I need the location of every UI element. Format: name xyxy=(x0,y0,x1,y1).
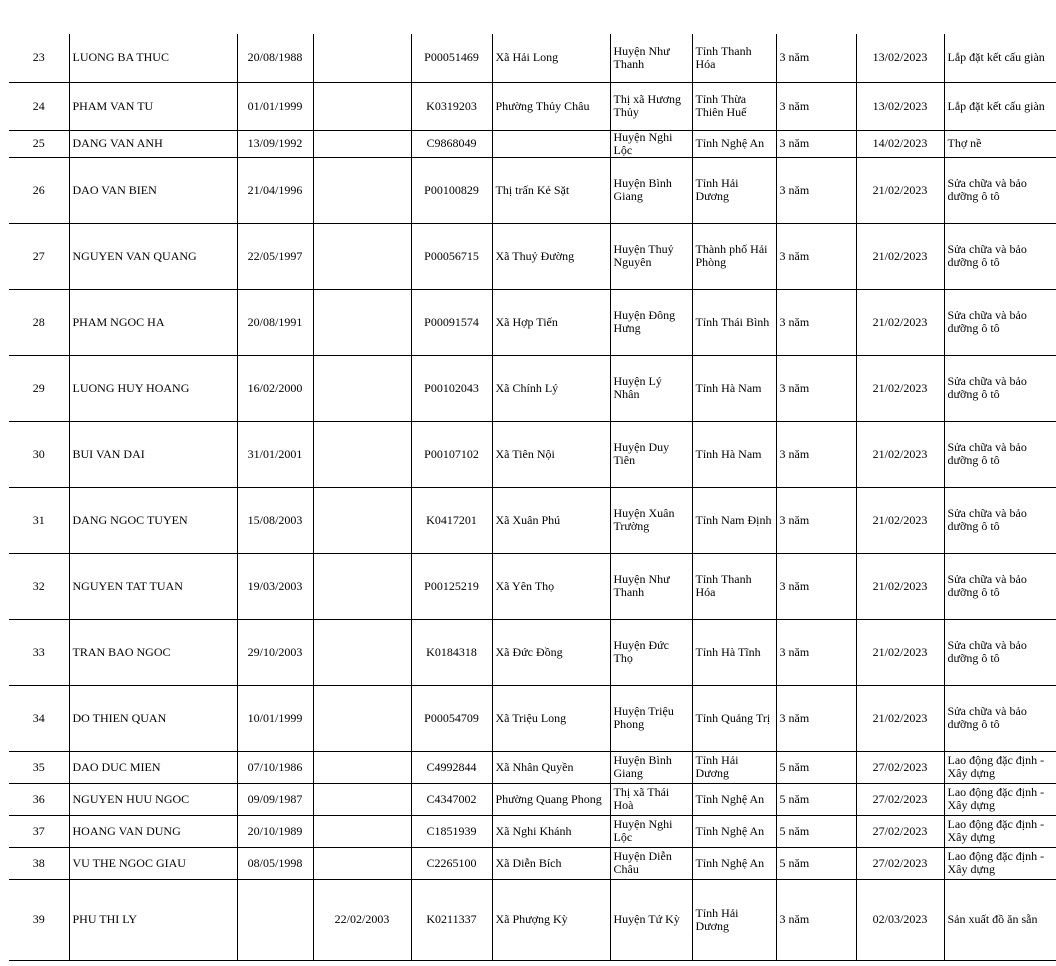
cell-name: DAO VAN BIEN xyxy=(69,157,237,223)
cell-dob-female xyxy=(313,815,411,847)
cell-province: Tỉnh Thái Bình xyxy=(692,289,776,355)
cell-commune: Xã Diễn Bích xyxy=(492,847,610,879)
cell-name: TRAN BAO NGOC xyxy=(69,619,237,685)
cell-province: Tỉnh Hà Tĩnh xyxy=(692,619,776,685)
cell-commune: Xã Tiên Nội xyxy=(492,421,610,487)
cell-province: Tỉnh Nam Định xyxy=(692,487,776,553)
table-row xyxy=(9,355,1056,421)
cell-job: Lao động đặc định - Xây dựng xyxy=(944,847,1056,879)
cell-passport: P00107102 xyxy=(411,421,492,487)
cell-job: Lao động đặc định - Xây dựng xyxy=(944,815,1056,847)
cell-name: LUONG BA THUC xyxy=(69,34,237,82)
cell-term: 5 năm xyxy=(776,815,856,847)
cell-district: Thị xã Thái Hoà xyxy=(610,783,692,815)
table-row xyxy=(9,783,1056,815)
cell-commune: Xã Chính Lý xyxy=(492,355,610,421)
cell-commune: Xã Nhân Quyền xyxy=(492,751,610,783)
cell-date: 21/02/2023 xyxy=(856,157,944,223)
cell-district: Huyện Diễn Châu xyxy=(610,847,692,879)
table-row xyxy=(9,847,1056,879)
table-row xyxy=(9,82,1056,130)
cell-term: 3 năm xyxy=(776,487,856,553)
cell-dob-female xyxy=(313,82,411,130)
cell-term: 3 năm xyxy=(776,34,856,82)
cell-dob-male: 20/08/1991 xyxy=(237,289,313,355)
cell-date: 27/02/2023 xyxy=(856,815,944,847)
cell-passport: P00091574 xyxy=(411,289,492,355)
table-row xyxy=(9,553,1056,619)
cell-commune: Xã Nghi Khánh xyxy=(492,815,610,847)
cell-dob-female: 22/02/2003 xyxy=(313,879,411,960)
cell-dob-female xyxy=(313,355,411,421)
cell-passport: C4347002 xyxy=(411,783,492,815)
cell-commune: Xã Hải Long xyxy=(492,34,610,82)
cell-job: Lao động đặc định - Xây dựng xyxy=(944,783,1056,815)
cell-passport: P00051469 xyxy=(411,34,492,82)
cell-name: DO THIEN QUAN xyxy=(69,685,237,751)
cell-stt: 29 xyxy=(9,355,69,421)
cell-stt: 28 xyxy=(9,289,69,355)
cell-stt: 33 xyxy=(9,619,69,685)
cell-province: Tỉnh Hải Dương xyxy=(692,879,776,960)
cell-name: PHAM NGOC HA xyxy=(69,289,237,355)
cell-district: Huyện Duy Tiên xyxy=(610,421,692,487)
cell-stt: 24 xyxy=(9,82,69,130)
cell-dob-male: 31/01/2001 xyxy=(237,421,313,487)
cell-term: 3 năm xyxy=(776,553,856,619)
cell-name: PHU THI LY xyxy=(69,879,237,960)
cell-passport: C9868049 xyxy=(411,130,492,157)
cell-job: Lao động đặc định - Xây dựng xyxy=(944,751,1056,783)
cell-date: 21/02/2023 xyxy=(856,553,944,619)
cell-stt: 36 xyxy=(9,783,69,815)
cell-date: 21/02/2023 xyxy=(856,619,944,685)
cell-job: Sửa chữa và bảo dưỡng ô tô xyxy=(944,619,1056,685)
cell-job: Sửa chữa và bảo dưỡng ô tô xyxy=(944,223,1056,289)
cell-commune: Thị trấn Kẻ Sặt xyxy=(492,157,610,223)
cell-district: Huyện Đức Thọ xyxy=(610,619,692,685)
table-row xyxy=(9,421,1056,487)
cell-province: Tỉnh Hà Nam xyxy=(692,355,776,421)
cell-term: 5 năm xyxy=(776,847,856,879)
cell-passport: K0319203 xyxy=(411,82,492,130)
cell-date: 14/02/2023 xyxy=(856,130,944,157)
cell-date: 21/02/2023 xyxy=(856,685,944,751)
cell-dob-male: 29/10/2003 xyxy=(237,619,313,685)
table-row xyxy=(9,157,1056,223)
cell-district: Thị xã Hương Thủy xyxy=(610,82,692,130)
cell-job: Sửa chữa và bảo dưỡng ô tô xyxy=(944,355,1056,421)
table-row xyxy=(9,487,1056,553)
cell-dob-female xyxy=(313,847,411,879)
cell-dob-male: 07/10/1986 xyxy=(237,751,313,783)
cell-name: HOANG VAN DUNG xyxy=(69,815,237,847)
cell-dob-male: 01/01/1999 xyxy=(237,82,313,130)
cell-term: 3 năm xyxy=(776,421,856,487)
cell-job: Sửa chữa và bảo dưỡng ô tô xyxy=(944,487,1056,553)
cell-dob-male: 20/08/1988 xyxy=(237,34,313,82)
cell-job: Sửa chữa và bảo dưỡng ô tô xyxy=(944,553,1056,619)
cell-province: Tỉnh Nghệ An xyxy=(692,847,776,879)
cell-job: Sửa chữa và bảo dưỡng ô tô xyxy=(944,157,1056,223)
table-row xyxy=(9,685,1056,751)
table-row xyxy=(9,289,1056,355)
cell-district: Huyện Nghi Lộc xyxy=(610,130,692,157)
cell-term: 3 năm xyxy=(776,355,856,421)
cell-dob-male: 15/08/2003 xyxy=(237,487,313,553)
table-row xyxy=(9,751,1056,783)
cell-province: Thành phố Hải Phòng xyxy=(692,223,776,289)
cell-stt: 25 xyxy=(9,130,69,157)
cell-district: Huyện Nghi Lộc xyxy=(610,815,692,847)
cell-dob-female xyxy=(313,685,411,751)
cell-passport: P00125219 xyxy=(411,553,492,619)
cell-district: Huyện Bình Giang xyxy=(610,157,692,223)
worker-list-table xyxy=(9,34,1056,961)
cell-job: Sửa chữa và bảo dưỡng ô tô xyxy=(944,421,1056,487)
table-row xyxy=(9,815,1056,847)
cell-district: Huyện Thuỷ Nguyên xyxy=(610,223,692,289)
cell-dob-male: 10/01/1999 xyxy=(237,685,313,751)
cell-passport: K0211337 xyxy=(411,879,492,960)
cell-term: 3 năm xyxy=(776,289,856,355)
cell-province: Tỉnh Thanh Hóa xyxy=(692,553,776,619)
cell-date: 27/02/2023 xyxy=(856,847,944,879)
cell-dob-female xyxy=(313,553,411,619)
cell-job: Thợ nề xyxy=(944,130,1056,157)
cell-passport: K0417201 xyxy=(411,487,492,553)
cell-province: Tỉnh Quảng Trị xyxy=(692,685,776,751)
table-row xyxy=(9,879,1056,960)
cell-province: Tỉnh Thanh Hóa xyxy=(692,34,776,82)
table-row xyxy=(9,130,1056,157)
cell-stt: 35 xyxy=(9,751,69,783)
cell-name: NGUYEN HUU NGOC xyxy=(69,783,237,815)
cell-commune: Xã Xuân Phú xyxy=(492,487,610,553)
cell-province: Tỉnh Nghệ An xyxy=(692,815,776,847)
cell-job: Lắp đặt kết cấu giàn xyxy=(944,34,1056,82)
cell-term: 3 năm xyxy=(776,619,856,685)
cell-commune: Xã Đức Đồng xyxy=(492,619,610,685)
table-row xyxy=(9,223,1056,289)
cell-dob-female xyxy=(313,289,411,355)
cell-commune: Xã Triệu Long xyxy=(492,685,610,751)
cell-job: Sửa chữa và bảo dưỡng ô tô xyxy=(944,289,1056,355)
cell-date: 13/02/2023 xyxy=(856,34,944,82)
cell-commune: Xã Hợp Tiến xyxy=(492,289,610,355)
cell-stt: 32 xyxy=(9,553,69,619)
cell-dob-male: 19/03/2003 xyxy=(237,553,313,619)
cell-district: Huyện Xuân Trường xyxy=(610,487,692,553)
cell-term: 3 năm xyxy=(776,157,856,223)
cell-term: 3 năm xyxy=(776,685,856,751)
cell-province: Tỉnh Nghệ An xyxy=(692,130,776,157)
cell-name: LUONG HUY HOANG xyxy=(69,355,237,421)
cell-commune: Phường Quang Phong xyxy=(492,783,610,815)
cell-dob-female xyxy=(313,34,411,82)
cell-dob-female xyxy=(313,751,411,783)
cell-stt: 26 xyxy=(9,157,69,223)
cell-dob-male: 20/10/1989 xyxy=(237,815,313,847)
cell-stt: 39 xyxy=(9,879,69,960)
cell-stt: 31 xyxy=(9,487,69,553)
cell-dob-female xyxy=(313,783,411,815)
table-row xyxy=(9,34,1056,82)
cell-dob-male: 21/04/1996 xyxy=(237,157,313,223)
cell-name: NGUYEN VAN QUANG xyxy=(69,223,237,289)
cell-district: Huyện Lý Nhân xyxy=(610,355,692,421)
cell-name: DAO DUC MIEN xyxy=(69,751,237,783)
cell-name: NGUYEN TAT TUAN xyxy=(69,553,237,619)
cell-stt: 30 xyxy=(9,421,69,487)
cell-name: DANG VAN ANH xyxy=(69,130,237,157)
cell-dob-female xyxy=(313,223,411,289)
cell-dob-male: 22/05/1997 xyxy=(237,223,313,289)
table-row xyxy=(9,619,1056,685)
cell-passport: P00102043 xyxy=(411,355,492,421)
cell-commune: Xã Thuỷ Đường xyxy=(492,223,610,289)
cell-date: 02/03/2023 xyxy=(856,879,944,960)
cell-dob-male: 16/02/2000 xyxy=(237,355,313,421)
cell-name: PHAM VAN TU xyxy=(69,82,237,130)
cell-dob-female xyxy=(313,157,411,223)
cell-dob-female xyxy=(313,130,411,157)
cell-passport: C4992844 xyxy=(411,751,492,783)
cell-passport: C2265100 xyxy=(411,847,492,879)
cell-stt: 34 xyxy=(9,685,69,751)
cell-province: Tỉnh Nghệ An xyxy=(692,783,776,815)
cell-term: 5 năm xyxy=(776,783,856,815)
cell-district: Huyện Triệu Phong xyxy=(610,685,692,751)
cell-district: Huyện Tứ Kỳ xyxy=(610,879,692,960)
cell-commune: Phường Thủy Châu xyxy=(492,82,610,130)
cell-dob-female xyxy=(313,487,411,553)
cell-date: 21/02/2023 xyxy=(856,289,944,355)
cell-job: Lắp đặt kết cấu giàn xyxy=(944,82,1056,130)
cell-province: Tỉnh Thừa Thiên Huế xyxy=(692,82,776,130)
cell-district: Huyện Như Thanh xyxy=(610,553,692,619)
cell-dob-male: 13/09/1992 xyxy=(237,130,313,157)
cell-district: Huyện Đông Hưng xyxy=(610,289,692,355)
cell-district: Huyện Bình Giang xyxy=(610,751,692,783)
cell-province: Tỉnh Hải Dương xyxy=(692,157,776,223)
cell-passport: P00054709 xyxy=(411,685,492,751)
cell-term: 5 năm xyxy=(776,751,856,783)
cell-dob-male: 09/09/1987 xyxy=(237,783,313,815)
cell-commune xyxy=(492,130,610,157)
cell-commune: Xã Yên Thọ xyxy=(492,553,610,619)
cell-date: 21/02/2023 xyxy=(856,421,944,487)
cell-date: 27/02/2023 xyxy=(856,783,944,815)
cell-job: Sản xuất đồ ăn sẵn xyxy=(944,879,1056,960)
cell-province: Tỉnh Hà Nam xyxy=(692,421,776,487)
cell-date: 21/02/2023 xyxy=(856,355,944,421)
cell-stt: 37 xyxy=(9,815,69,847)
cell-term: 3 năm xyxy=(776,223,856,289)
cell-term: 3 năm xyxy=(776,82,856,130)
cell-name: VU THE NGOC GIAU xyxy=(69,847,237,879)
cell-stt: 27 xyxy=(9,223,69,289)
cell-dob-female xyxy=(313,421,411,487)
cell-commune: Xã Phượng Kỳ xyxy=(492,879,610,960)
cell-name: BUI VAN DAI xyxy=(69,421,237,487)
cell-term: 3 năm xyxy=(776,130,856,157)
cell-passport: K0184318 xyxy=(411,619,492,685)
cell-job: Sửa chữa và bảo dưỡng ô tô xyxy=(944,685,1056,751)
cell-dob-male xyxy=(237,879,313,960)
cell-date: 27/02/2023 xyxy=(856,751,944,783)
cell-stt: 38 xyxy=(9,847,69,879)
cell-passport: P00100829 xyxy=(411,157,492,223)
cell-dob-male: 08/05/1998 xyxy=(237,847,313,879)
cell-dob-female xyxy=(313,619,411,685)
cell-passport: C1851939 xyxy=(411,815,492,847)
cell-stt: 23 xyxy=(9,34,69,82)
cell-passport: P00056715 xyxy=(411,223,492,289)
cell-name: DANG NGOC TUYEN xyxy=(69,487,237,553)
cell-term: 3 năm xyxy=(776,879,856,960)
cell-district: Huyện Như Thanh xyxy=(610,34,692,82)
cell-date: 21/02/2023 xyxy=(856,487,944,553)
cell-date: 21/02/2023 xyxy=(856,223,944,289)
cell-province: Tỉnh Hải Dương xyxy=(692,751,776,783)
cell-date: 13/02/2023 xyxy=(856,82,944,130)
